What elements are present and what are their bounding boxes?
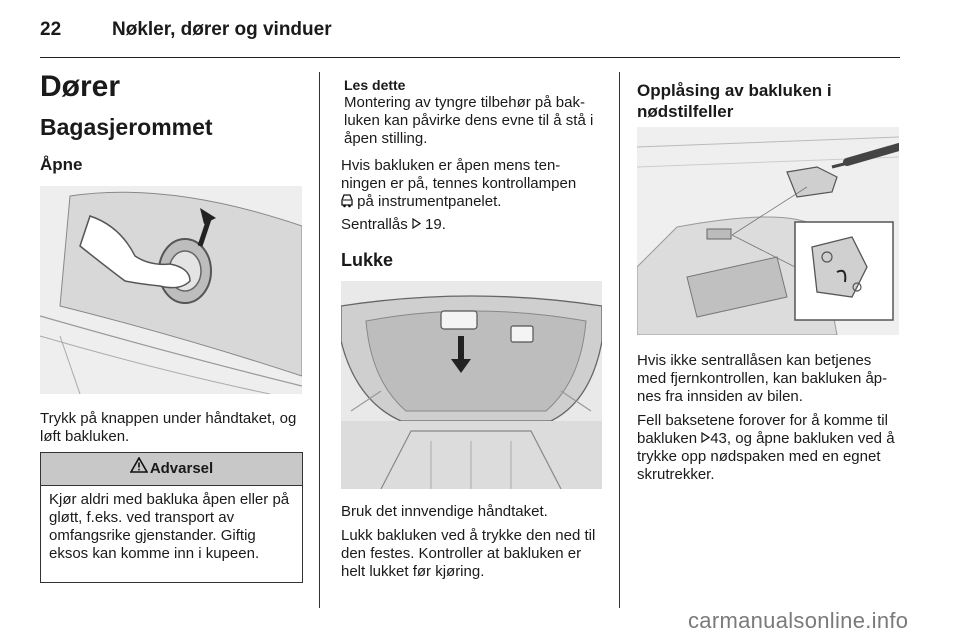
- emergency-lever-text: [637, 412, 900, 484]
- lamp-text: Hvis bakluken er åpen mens ten- ningen er på, tennes kontrollampen: [341, 157, 577, 192]
- lever-text: , og åpne bakluken ved å trykke opp nødspaken med en egnet skrutrekker.: [637, 430, 895, 483]
- chevron-right-icon: [701, 430, 710, 448]
- header-rule: [40, 57, 900, 58]
- page-header-title: Nøkler, dører og vinduer: [112, 19, 332, 40]
- section-title: Dører: [40, 70, 121, 103]
- tailgate-close-illustration: [341, 281, 602, 489]
- warning-header: [41, 453, 302, 486]
- tailgate-open-illustration: [40, 186, 302, 394]
- crossref-central-lock: [341, 216, 446, 234]
- open-instruction: Trykk på knappen under håndtaket, og løft bakluken.: [40, 410, 297, 445]
- topic-title: Åpne: [40, 155, 83, 174]
- close-section-title: Lukke: [341, 250, 394, 270]
- crossref-page-link[interactable]: 43: [710, 430, 727, 447]
- close-instruction: Lukk bakluken ved å trykke den ned til den festes. Kontroller at bakluken er helt lukket før kjøring.: [341, 527, 596, 580]
- close-handle-text: Bruk det innvendige håndtaket.: [341, 503, 548, 520]
- page-number: 22: [40, 19, 62, 40]
- warning-box: [40, 452, 303, 583]
- emergency-unlock-title: Opplåsing av bakluken i nødstilfeller: [637, 81, 832, 121]
- watermark: carmanualsonline.info: [688, 608, 909, 633]
- emergency-unlock-text: Hvis ikke sentrallåsen kan betjenes med fjernkontrollen, kan bakluken åp- nes fra innsiden av bilen.: [637, 352, 888, 405]
- emergency-lever-illustration: [637, 127, 899, 335]
- warning-triangle-icon: [130, 453, 148, 485]
- chevron-right-icon: [412, 216, 421, 234]
- note-text: Montering av tyngre tilbehør på bak- luken kan påvirke dens evne til å stå i åpen stilling.: [344, 94, 594, 147]
- lamp-text-end: på instrumentpanelet.: [357, 193, 502, 210]
- warning-lamp-paragraph: [341, 157, 603, 213]
- note-block: [344, 77, 606, 148]
- crossref-label: Sentrallås: [341, 216, 408, 233]
- column-divider: [619, 72, 620, 608]
- crossref-page-link[interactable]: 19.: [425, 216, 446, 233]
- rear-seat-text: Fell baksetene forover for å komme til bakluken: [637, 412, 888, 447]
- car-door-open-icon: [341, 194, 353, 213]
- subsection-title: Bagasjerommet: [40, 114, 213, 140]
- warning-text: Kjør aldri med bakluka åpen eller på gløtt, f.eks. ved transport av omfangsrike gjenstander. Giftig eksos kan komme inn i kupeen.: [49, 491, 290, 562]
- column-divider: [319, 72, 320, 608]
- note-title: Les dette: [344, 77, 406, 93]
- warning-title: Advarsel: [149, 460, 214, 477]
